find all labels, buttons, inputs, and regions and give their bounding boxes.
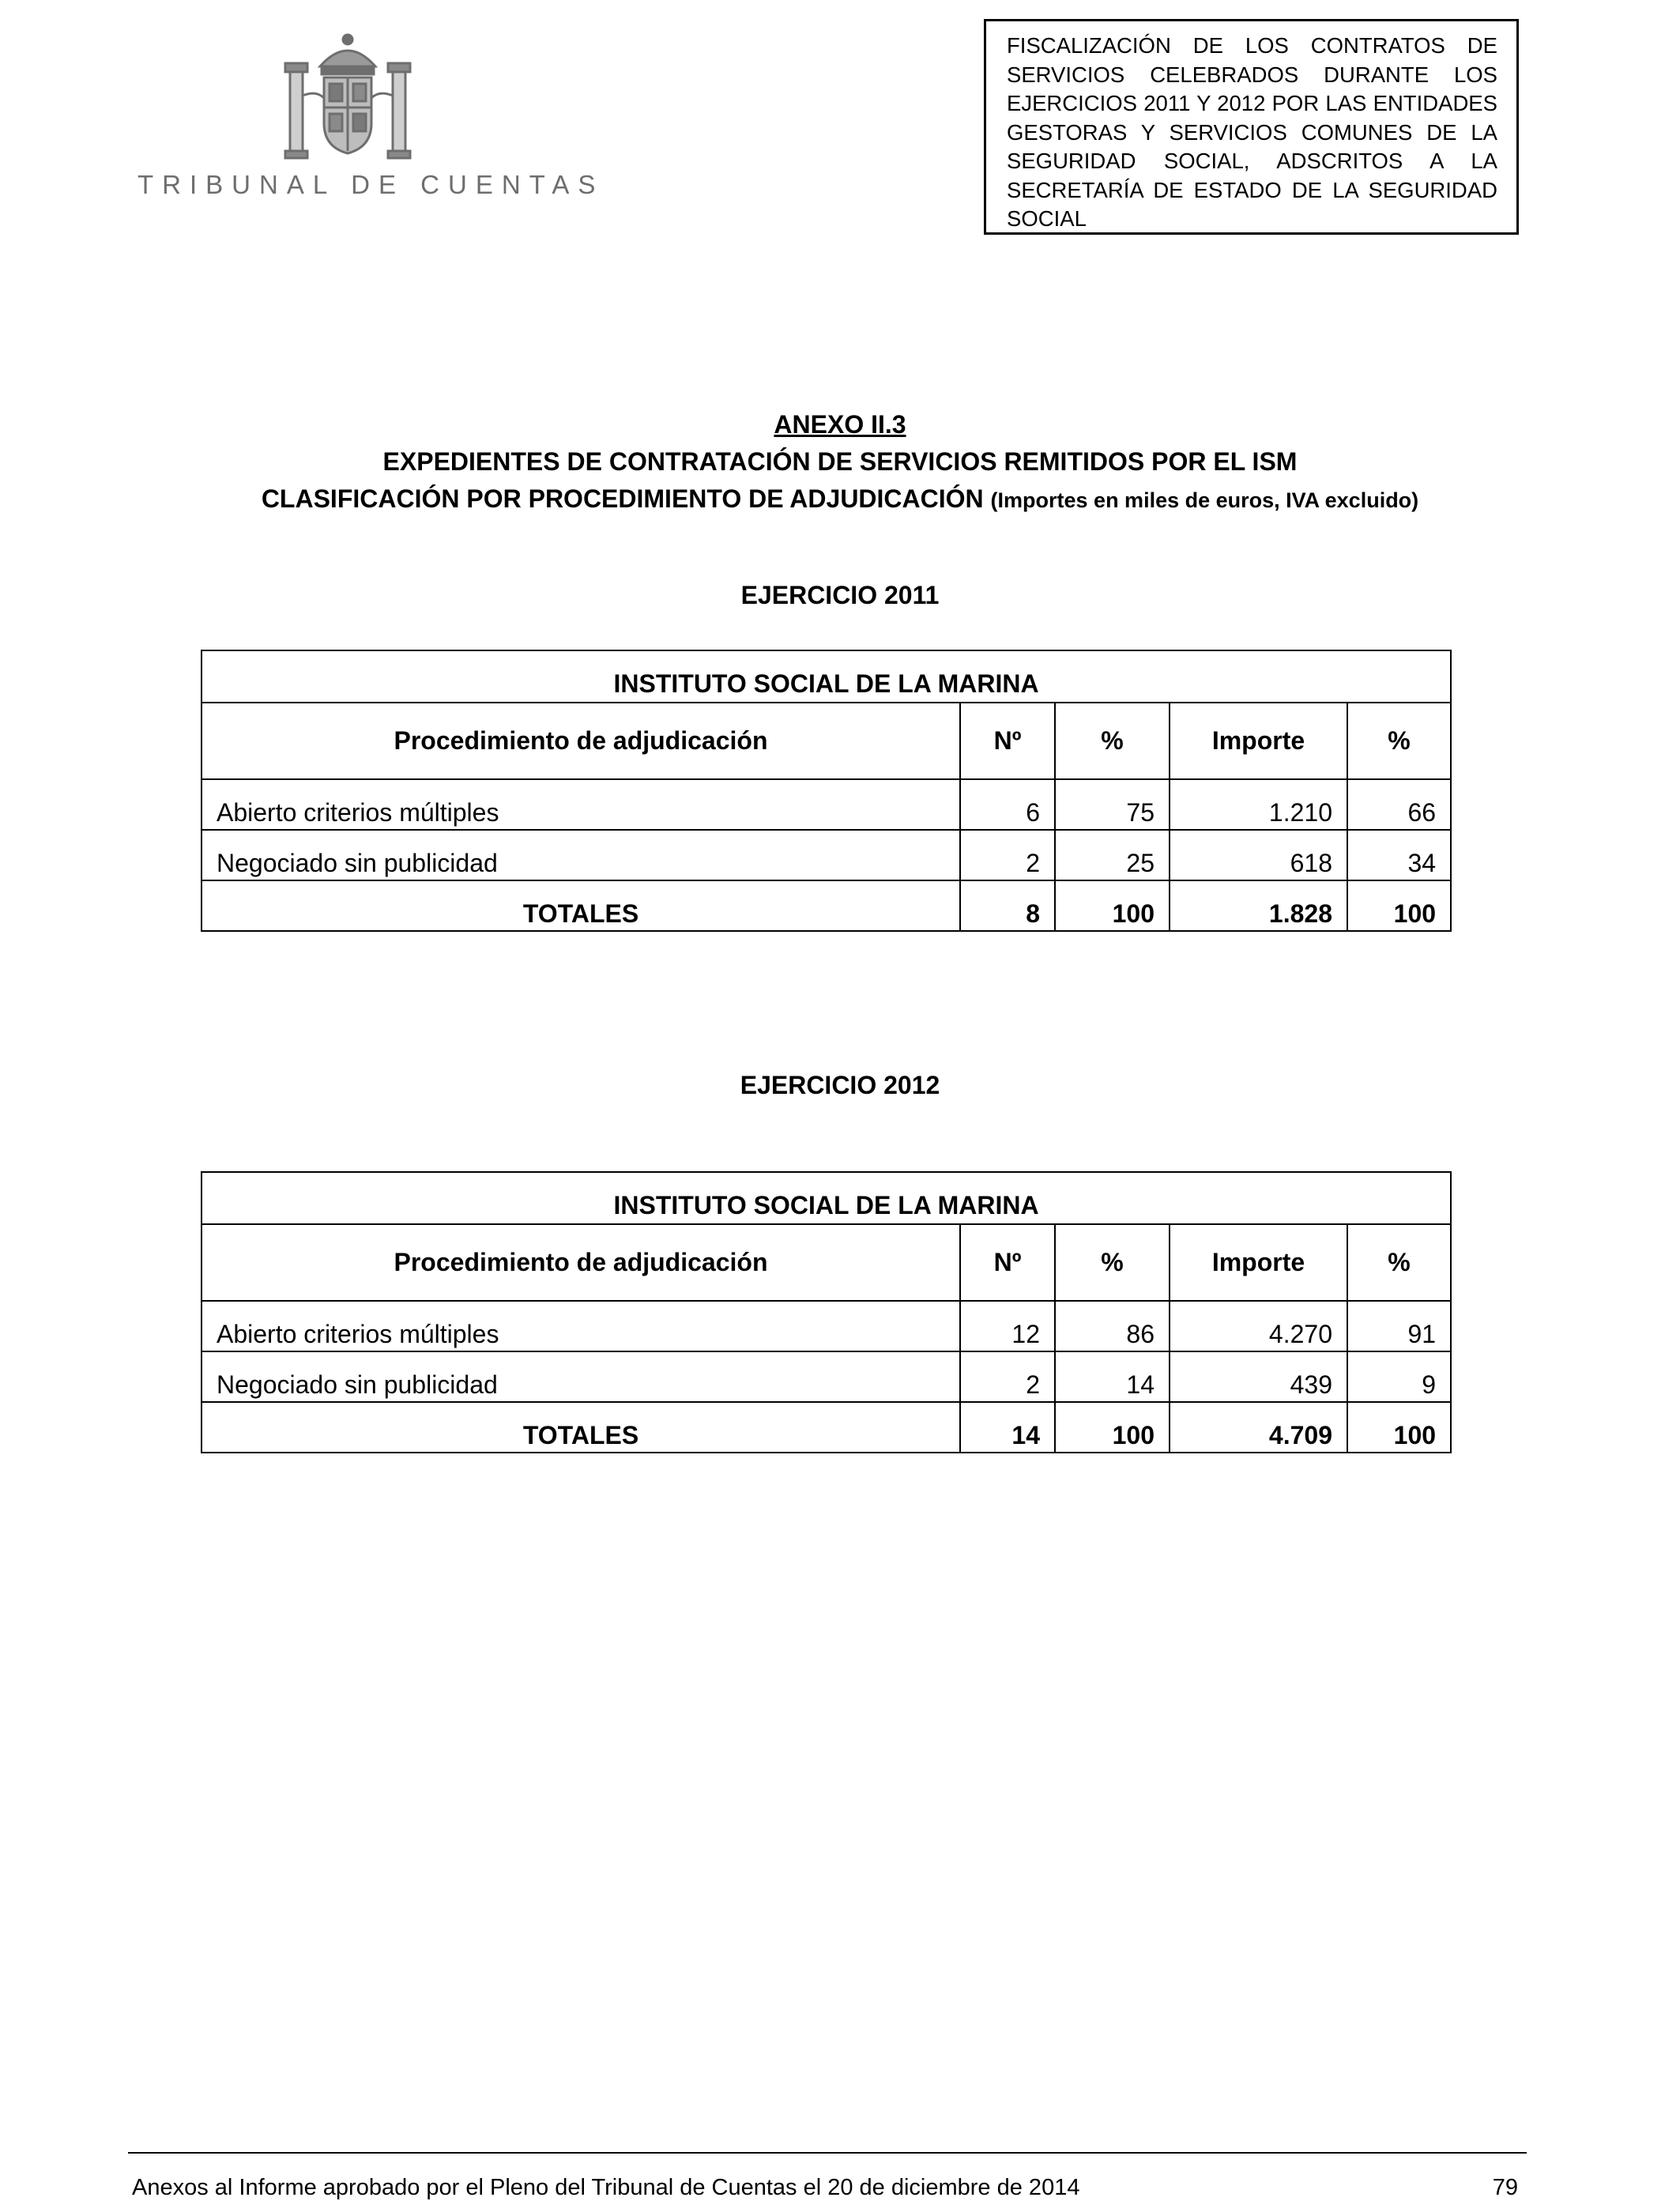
cell-amount: 439 [1170, 1351, 1347, 1402]
cell-pct-amount: 9 [1347, 1351, 1451, 1402]
cell-number: 2 [960, 1351, 1055, 1402]
cell-pct: 75 [1055, 779, 1170, 830]
col-procedure: Procedimiento de adjudicación [202, 703, 960, 779]
entity-name: INSTITUTO SOCIAL DE LA MARINA [202, 1172, 1451, 1224]
cell-pct-amount: 91 [1347, 1301, 1451, 1351]
col-procedure: Procedimiento de adjudicación [202, 1224, 960, 1301]
cell-number: 12 [960, 1301, 1055, 1351]
total-pct: 100 [1055, 1402, 1170, 1453]
footer-divider [128, 2152, 1527, 2154]
table-row [202, 1351, 1451, 1402]
cell-procedure: Negociado sin publicidad [202, 1351, 960, 1402]
table-entity-row [202, 650, 1451, 703]
annex-titles [0, 406, 1680, 519]
col-pct: % [1055, 1224, 1170, 1301]
table-header-row [202, 1224, 1451, 1301]
col-pct-amount: % [1347, 1224, 1451, 1301]
year-2012-label: EJERCICIO 2012 [740, 1071, 940, 1099]
cell-number: 2 [960, 830, 1055, 880]
cell-pct: 25 [1055, 830, 1170, 880]
table-entity-row [202, 1172, 1451, 1224]
cell-pct: 14 [1055, 1351, 1170, 1402]
table-row [202, 1301, 1451, 1351]
total-amount: 1.828 [1170, 880, 1347, 931]
footer-text: Anexos al Informe aprobado por el Pleno del Tribunal de Cuentas el 20 de diciembre de 2014 [132, 2175, 1080, 2200]
table-2012 [201, 1171, 1452, 1453]
col-number: Nº [960, 703, 1055, 779]
page-number: 79 [1492, 2175, 1518, 2200]
cell-procedure: Abierto criterios múltiples [202, 779, 960, 830]
annex-classification-line [0, 481, 1680, 519]
total-label: TOTALES [202, 1402, 960, 1453]
total-label: TOTALES [202, 880, 960, 931]
year-2011-label: EJERCICIO 2011 [740, 581, 940, 609]
cell-number: 6 [960, 779, 1055, 830]
cell-pct: 86 [1055, 1301, 1170, 1351]
cell-amount: 4.270 [1170, 1301, 1347, 1351]
annex-note: (Importes en miles de euros, IVA excluido) [990, 488, 1419, 512]
col-pct: % [1055, 703, 1170, 779]
annex-subtitle: EXPEDIENTES DE CONTRATACIÓN DE SERVICIOS REMITIDOS POR EL ISM [382, 447, 1298, 476]
table-2011 [201, 650, 1452, 932]
table-header-row [202, 703, 1451, 779]
total-pct-amount: 100 [1347, 880, 1451, 931]
cell-procedure: Abierto criterios múltiples [202, 1301, 960, 1351]
col-pct-amount: % [1347, 703, 1451, 779]
report-title-box: FISCALIZACIÓN DE LOS CONTRATOS DE SERVICIOS CELEBRADOS DURANTE LOS EJERCICIOS 2011 Y 2012 POR LAS ENTIDADES GESTORAS Y SERVICIOS COMUNES DE LA SEGURIDAD SOCIAL, ADSCRITOS A LA SECRETARÍA DE ESTADO DE LA SEGURIDAD SOCIAL [984, 19, 1519, 235]
total-number: 8 [960, 880, 1055, 931]
annex-classification: CLASIFICACIÓN POR PROCEDIMIENTO DE ADJUDICACIÓN [261, 484, 984, 513]
cell-procedure: Negociado sin publicidad [202, 830, 960, 880]
total-number: 14 [960, 1402, 1055, 1453]
logo-text: TRIBUNAL DE CUENTAS [137, 170, 605, 199]
coat-of-arms-icon [281, 28, 415, 163]
col-amount: Importe [1170, 703, 1347, 779]
entity-name: INSTITUTO SOCIAL DE LA MARINA [202, 650, 1451, 703]
cell-pct-amount: 34 [1347, 830, 1451, 880]
cell-amount: 618 [1170, 830, 1347, 880]
table-total-row [202, 1402, 1451, 1453]
table-row [202, 779, 1451, 830]
annex-title: ANEXO II.3 [774, 410, 906, 439]
total-pct-amount: 100 [1347, 1402, 1451, 1453]
tribunal-logo [126, 24, 605, 205]
total-pct: 100 [1055, 880, 1170, 931]
table-row [202, 830, 1451, 880]
col-amount: Importe [1170, 1224, 1347, 1301]
total-amount: 4.709 [1170, 1402, 1347, 1453]
cell-pct-amount: 66 [1347, 779, 1451, 830]
cell-amount: 1.210 [1170, 779, 1347, 830]
col-number: Nº [960, 1224, 1055, 1301]
table-total-row [202, 880, 1451, 931]
